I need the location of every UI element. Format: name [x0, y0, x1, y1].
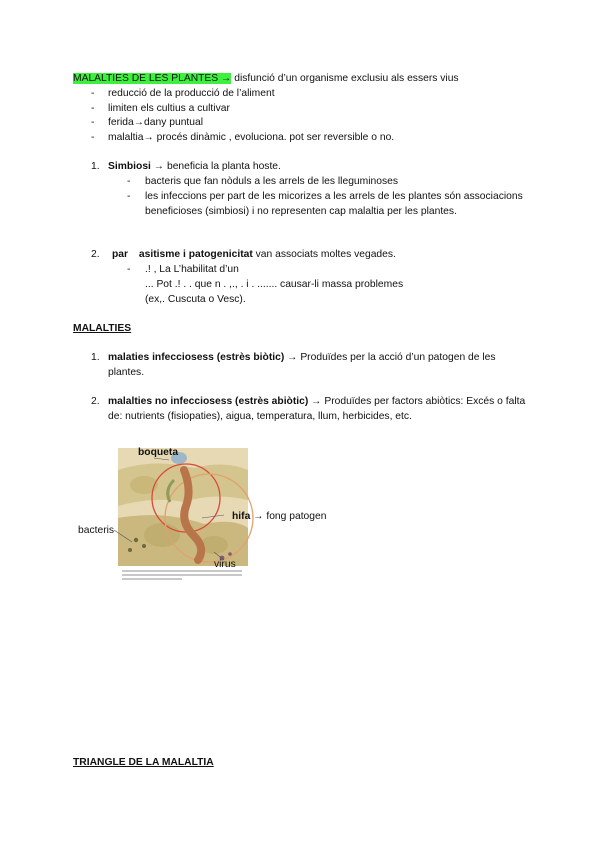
dash-marker: -	[127, 264, 131, 275]
intro-line	[73, 72, 459, 87]
item1-num: 1.	[91, 161, 100, 172]
figure-label-hifa-rest: → fong patogen	[253, 511, 327, 522]
item1-text: beneficia la planta hoste.	[166, 161, 281, 172]
item1-sub: bacteris que fan nòduls a les arrels de les lleguminoses	[145, 176, 398, 187]
cell	[144, 523, 180, 547]
malalties-item-term: malaties infecciosess (estrès biòtic)	[108, 352, 285, 363]
malalties-item-text: → Produïdes per factors abiòtics: Excés o falta de: nutrients (fisiopaties), aigua, temperatura, llum, herbicides, etc.	[108, 396, 526, 422]
item2-term-a: par	[112, 249, 129, 260]
intro-bullet: malaltia→ procés dinàmic , evoluciona. pot ser reversible o no.	[108, 132, 395, 143]
figure-label-boqueta: boqueta	[138, 447, 179, 458]
item1-term: Simbiosi	[108, 161, 151, 172]
malalties-item-num: 1.	[91, 352, 100, 363]
item2-sub-line: (ex,. Cuscuta o Vesc).	[145, 294, 246, 305]
caption-line	[122, 578, 182, 580]
item1-sub: les infeccions per part de les micorizes a les arrels de les plantes són associacions beneficioses (simbiosi) i no representen cap malaltia per les plantes.	[145, 191, 523, 217]
item2-num: 2.	[91, 249, 100, 260]
bacterium	[134, 538, 138, 542]
caption-line	[122, 574, 242, 576]
dash-marker: -	[127, 176, 131, 187]
intro-bullet: ferida→dany puntual	[108, 117, 204, 128]
malalties-item-text: → Produïdes per la acció d’un patogen de les plantes.	[108, 352, 496, 378]
malalties-item	[108, 395, 528, 424]
item2-term-b: asitisme i patogenicitat	[138, 249, 253, 260]
intro-bullet: reducció de la producció de l’aliment	[108, 88, 275, 99]
figure-label-hifa-bold: hifa	[232, 511, 251, 522]
item1-line	[108, 160, 281, 175]
dash-marker: -	[91, 103, 95, 114]
virus-particle	[228, 552, 232, 556]
intro-bullet: limiten els cultius a cultivar	[108, 103, 230, 114]
triangle-heading: TRIANGLE DE LA MALALTIA	[73, 757, 214, 768]
figure-label-hifa	[232, 510, 326, 525]
item1-arrow: →	[153, 161, 165, 172]
intro-title: MALALTIES DE LES PLANTES →	[73, 73, 232, 84]
dash-marker: -	[91, 132, 95, 143]
dash-marker: -	[91, 117, 95, 128]
bacterium	[142, 544, 146, 548]
malalties-heading: MALALTIES	[73, 323, 132, 334]
malalties-item	[108, 351, 528, 380]
cell	[130, 476, 158, 494]
malalties-item-num: 2.	[91, 396, 100, 407]
malalties-item-term: malalties no infecciosess (estrès abiòtic)	[108, 396, 309, 407]
bacterium	[128, 548, 132, 552]
item2-sub-line: ... Pot .! . . que n . ,., . i . ....... causar-li massa problemes	[145, 279, 404, 290]
dash-marker: -	[91, 88, 95, 99]
figure-label-virus: virus	[214, 559, 236, 570]
dash-marker: -	[127, 191, 131, 202]
intro-definition: disfunció d’un organisme exclusiu als essers vius	[234, 73, 459, 84]
figure-label-bacteris: bacteris	[78, 525, 115, 536]
item2-line	[112, 248, 396, 263]
item2-text: van associats moltes vegades.	[255, 249, 396, 260]
item2-sub-line: .! , La L’habilitat d’un	[145, 264, 239, 275]
